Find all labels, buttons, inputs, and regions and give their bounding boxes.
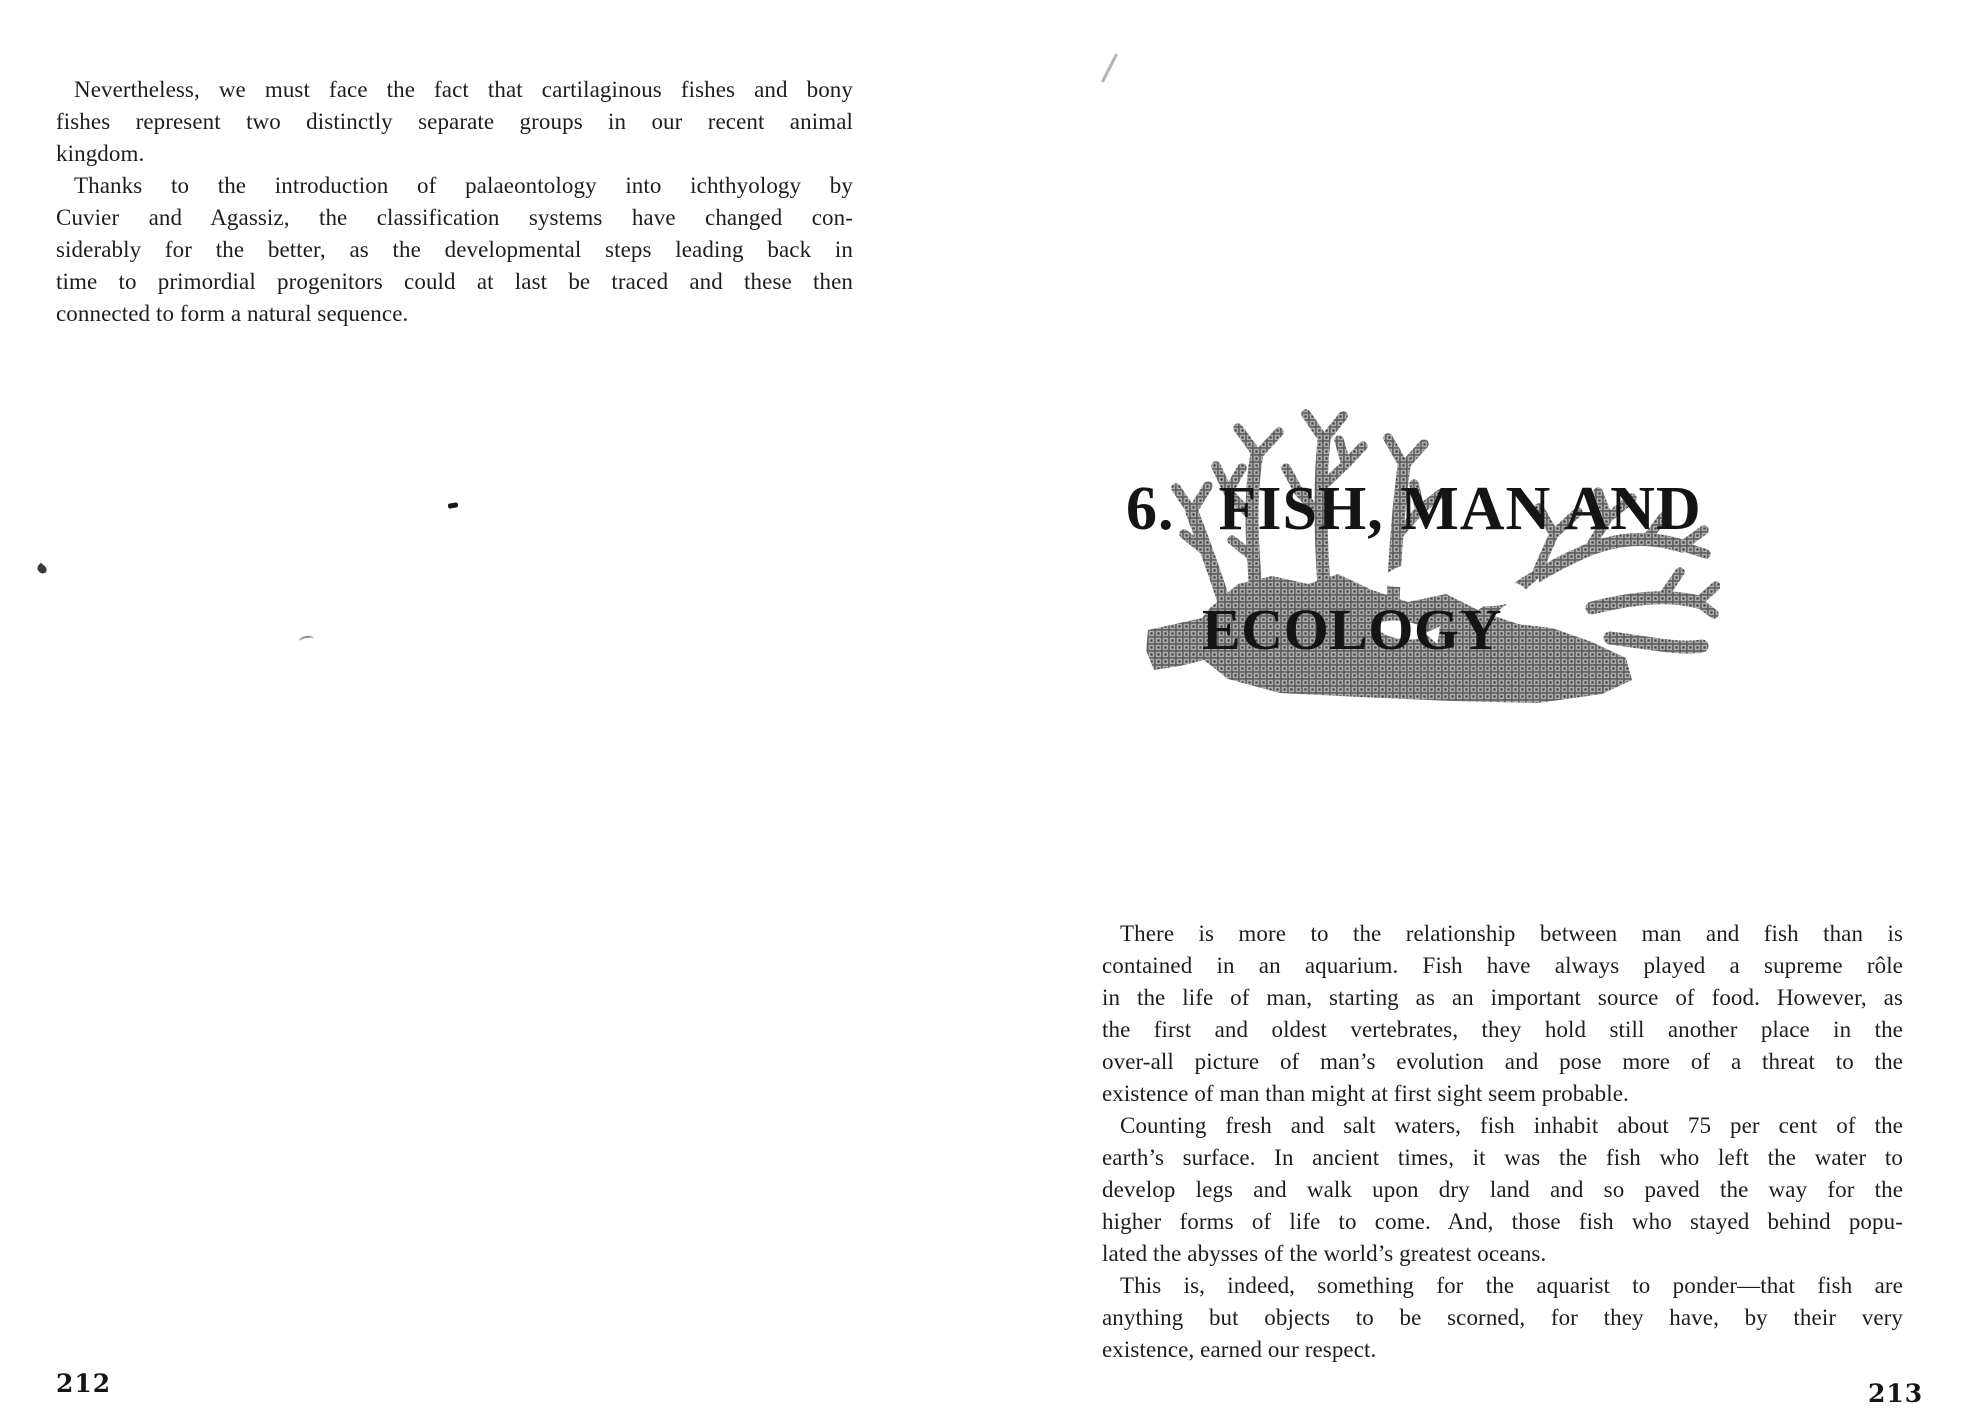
- page-number-left: 212: [56, 1369, 112, 1398]
- chapter-number: 6.: [1126, 475, 1175, 543]
- text-line: higher forms of life to come. And, those fish who stayed behind popu-: [1102, 1209, 1903, 1234]
- text-line: the first and oldest vertebrates, they hold still another place in the: [1102, 1017, 1903, 1042]
- paragraph: [1102, 1110, 1903, 1270]
- coral-illustration: [1140, 398, 1720, 713]
- text-line: anything but objects to be scorned, for they have, by their very: [1102, 1305, 1903, 1330]
- text-line: Nevertheless, we must face the fact that cartilaginous fishes and bony: [74, 77, 853, 102]
- chapter-title-text: FISH, MAN AND: [1218, 475, 1702, 543]
- left-page-body-text: [56, 74, 853, 330]
- paragraph: [56, 170, 853, 330]
- text-line: earth’s surface. In ancient times, it was the fish who left the water to: [1102, 1145, 1903, 1170]
- paragraph: [1102, 918, 1903, 1110]
- right-page-body-text: [1102, 918, 1903, 1366]
- paragraph: [1102, 1270, 1903, 1366]
- paragraph: [56, 74, 853, 170]
- text-line: over-all picture of man’s evolution and pose more of a threat to the: [1102, 1049, 1903, 1074]
- text-line: There is more to the relationship between man and fish than is: [1120, 921, 1903, 946]
- text-line: Cuvier and Agassiz, the classification systems have changed con-: [56, 205, 853, 230]
- coral-reef-svg: [1140, 398, 1720, 713]
- right-page: [982, 0, 1964, 1424]
- text-line: Thanks to the introduction of palaeontology into ichthyology by: [74, 173, 853, 198]
- text-line: siderably for the better, as the developmental steps leading back in: [56, 237, 853, 262]
- scan-slash-artifact: [1101, 53, 1118, 83]
- text-line: contained in an aquarium. Fish have always played a supreme rôle: [1102, 953, 1903, 978]
- text-line: develop legs and walk upon dry land and so paved the way for the: [1102, 1177, 1903, 1202]
- text-line: lated the abysses of the world’s greatest oceans.: [1102, 1241, 1547, 1266]
- text-line: existence of man than might at first sight seem probable.: [1102, 1081, 1629, 1106]
- text-line: Counting fresh and salt waters, fish inhabit about 75 per cent of the: [1120, 1113, 1903, 1138]
- scan-speck-comma: [36, 563, 49, 576]
- text-line: connected to form a natural sequence.: [56, 301, 409, 326]
- text-line: time to primordial progenitors could at last be traced and these then: [56, 269, 853, 294]
- scan-speck-tilde: [298, 635, 314, 645]
- text-line: existence, earned our respect.: [1102, 1337, 1377, 1362]
- text-line: fishes represent two distinctly separate groups in our recent animal: [56, 109, 853, 134]
- text-line: This is, indeed, something for the aquarist to ponder—that fish are: [1120, 1273, 1903, 1298]
- text-line: in the life of man, starting as an important source of food. However, as: [1102, 985, 1903, 1010]
- page-number-right: 213: [1868, 1379, 1924, 1408]
- scan-speck-dash: [448, 502, 459, 509]
- text-line: kingdom.: [56, 141, 145, 166]
- chapter-title-line2: ECOLOGY: [1202, 597, 1502, 662]
